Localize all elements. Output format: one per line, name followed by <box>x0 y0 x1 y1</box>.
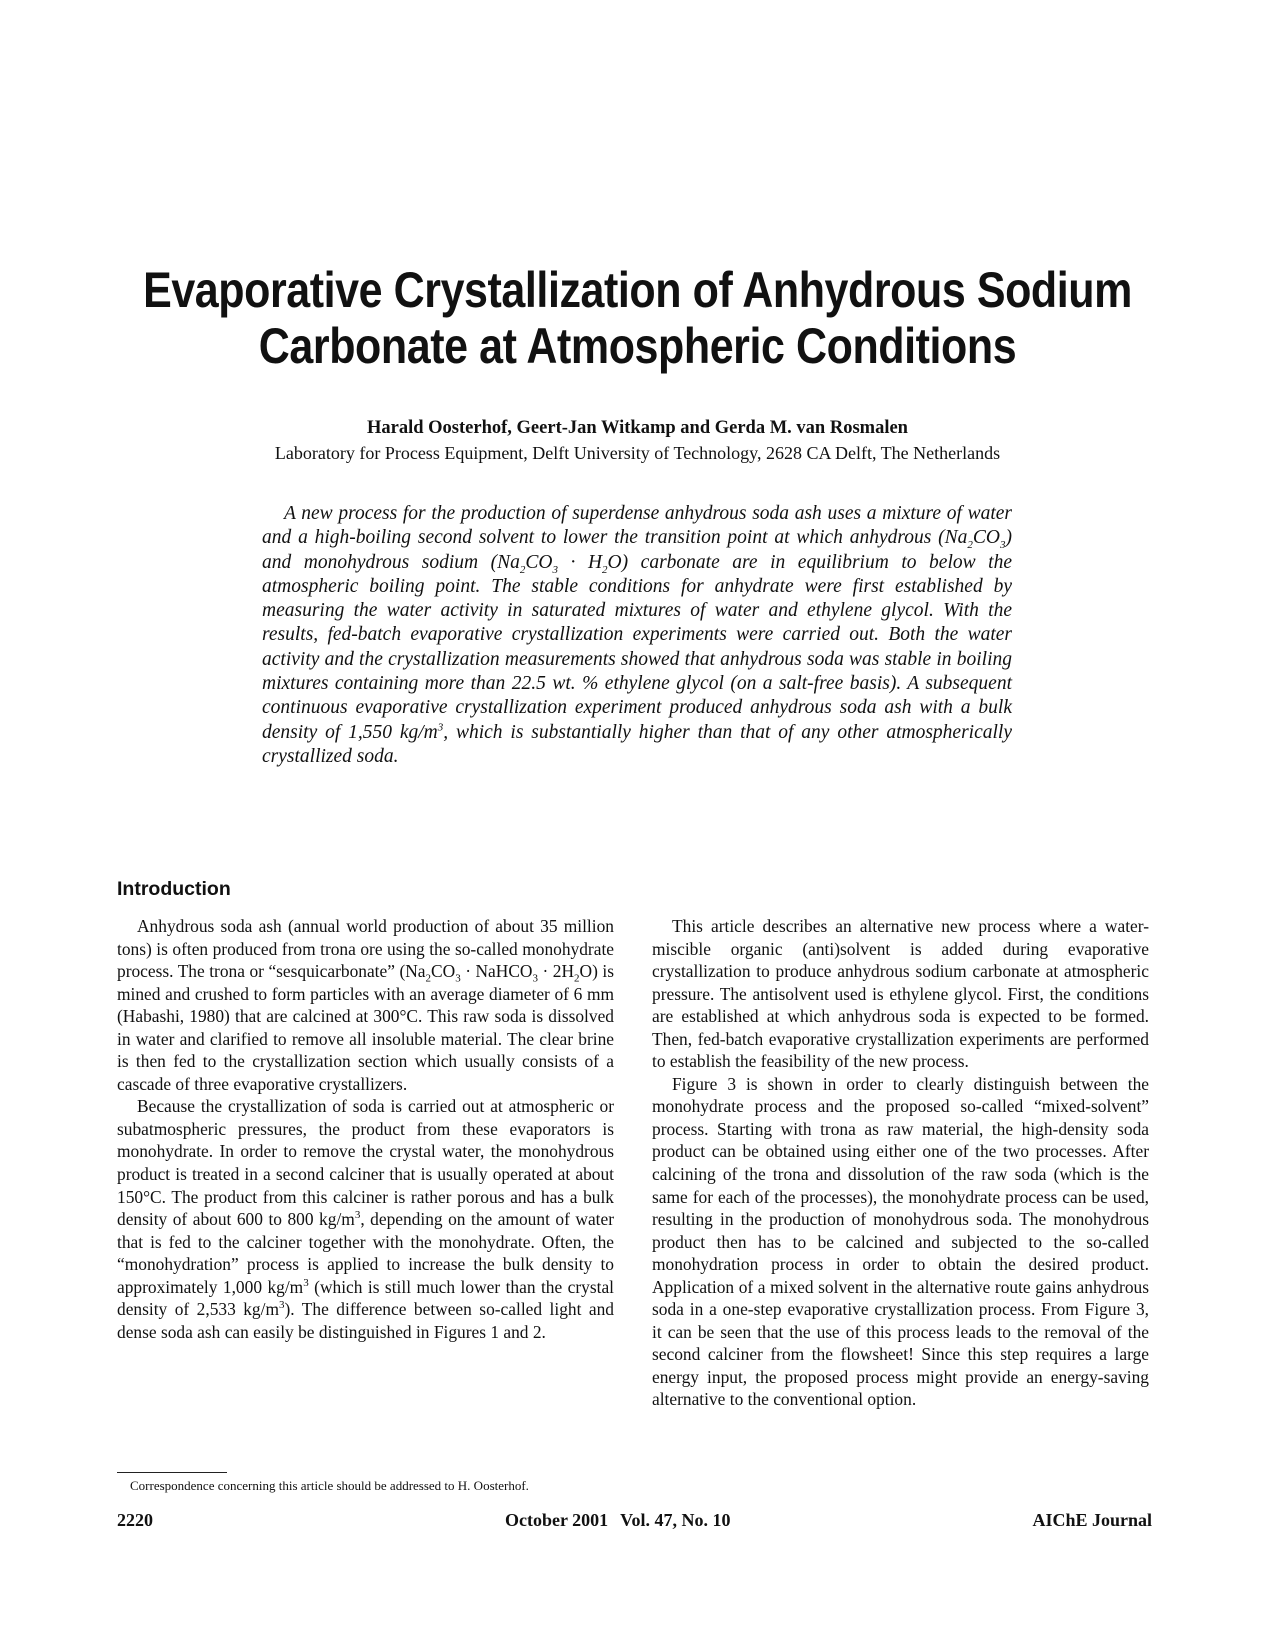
paragraph: Because the crystallization of soda is carried out at atmospheric or subatmospheric pressures, the product from these evaporators is monohydrate. In order to remove the crystal water, the monohydrous product is treated in a second calciner that is usually operated at about 150°C. The product from this calciner is rather porous and has a bulk density of about 600 to 800 $kg/m^3$, depending on the amount of water that is fed to the calciner together with the monohydrate. Often, the “monohydration” process is applied to increase the bulk density to approximately 1,000 $kg/m^3$ (which is still much lower than the crystal density of 2,533 $kg/m^3$). The difference between so-called light and dense soda ash can easily be distinguished in Figures 1 and 2. <box>117 1096 614 1342</box>
footnote: Correspondence concerning this article should be addressed to H. Oosterhof. <box>130 1478 529 1493</box>
paragraph: This article describes an alternative new process where a water-miscible organic (anti)solvent is added during evaporative crystallization to produce anhydrous sodium carbonate at atmospheric pressure. The antisolvent used is ethylene glycol. First, the conditions are established at which anhydrous soda is expected to be formed. Then, fed-batch evaporative crystallization experiments are performed to establish the feasibility of the new process. <box>652 916 1149 1072</box>
right-column <box>652 915 1149 1411</box>
left-column <box>117 915 614 1343</box>
paragraph: Anhydrous soda ash (annual world production of about 35 million tons) is often produced from trona ore using the so-called monohydrate process. The trona or “sesquicarbonate” ($Na_2CO_3$ · NaHCO$_3$ · $2H_2O$) is mined and crushed to form particles with an average diameter of 6 mm (Habashi, 1980) that are calcined at 300°C. This raw soda is dissolved in water and clarified to remove all insoluble material. The clear brine is then fed to the crystallization section which usually consists of a cascade of three evaporative crystallizers. <box>117 916 614 1094</box>
paragraph: Figure 3 is shown in order to clearly distinguish between the monohydrate process and the proposed so-called “mixed-solvent” process. Starting with trona as raw material, the high-density soda product can be obtained using either one of the two processes. After calcining of the trona and dissolution of the raw soda (which is the same for each of the processes), the monohydrate process can be used, resulting in the production of monohydrous soda. The monohydrous product then has to be calcined and subjected to the so-called monohydration process in order to obtain the desired product. Application of a mixed solvent in the alternative route gains anhydrous soda in a one-step evaporative crystallization process. From Figure 3, it can be seen that the use of this process leads to the removal of the second calciner from the flowsheet! Since this step requires a large energy input, the proposed process might provide an energy-saving alternative to the conventional option. <box>652 1073 1149 1410</box>
footnote-rule <box>117 1472 227 1473</box>
issue-volume: Vol. 47, No. 10 <box>620 1510 731 1530</box>
title-line-2: Carbonate at Atmospheric Conditions <box>258 318 1017 374</box>
issue-date: October 2001 <box>505 1510 609 1530</box>
journal-name: AIChE Journal <box>1032 1510 1152 1530</box>
title-line-1: Evaporative Crystallization of Anhydrous Sodium <box>143 262 1132 318</box>
affiliation: Laboratory for Process Equipment, Delft University of Technology, 2628 CA Delft, The Netherlands <box>274 443 1001 463</box>
issue-info <box>505 1510 731 1531</box>
section-heading-introduction: Introduction <box>117 878 231 900</box>
page-number: 2220 <box>117 1510 153 1530</box>
abstract: A new process for the production of superdense anhydrous soda ash uses a mixture of water and a high-boiling second solvent to lower the transition point at which anhydrous $(Na_2CO_3)$ and monohydrous sodium $(Na_2CO_3 \cdot H_2O)$ carbonate are in equilibrium to below the atmospheric boiling point. The stable conditions for anhydrate were first established by measuring the water activity in saturated mixtures of water and ethylene glycol. With the results, fed-batch evaporative crystallization experiments were carried out. Both the water activity and the crystallization measurements showed that anhydrous soda was stable in boiling mixtures containing more than 22.5 wt. % ethylene glycol (on a salt-free basis). A subsequent continuous evaporative crystallization experiment produced anhydrous soda ash with a bulk density of 1,550 $kg/m^3$, which is substantially higher than that of any other atmospherically crystallized soda. <box>262 503 1012 767</box>
author-list: Harald Oosterhof, Geert-Jan Witkamp and Gerda M. van Rosmalen <box>367 418 908 438</box>
article-title <box>141 262 1134 374</box>
